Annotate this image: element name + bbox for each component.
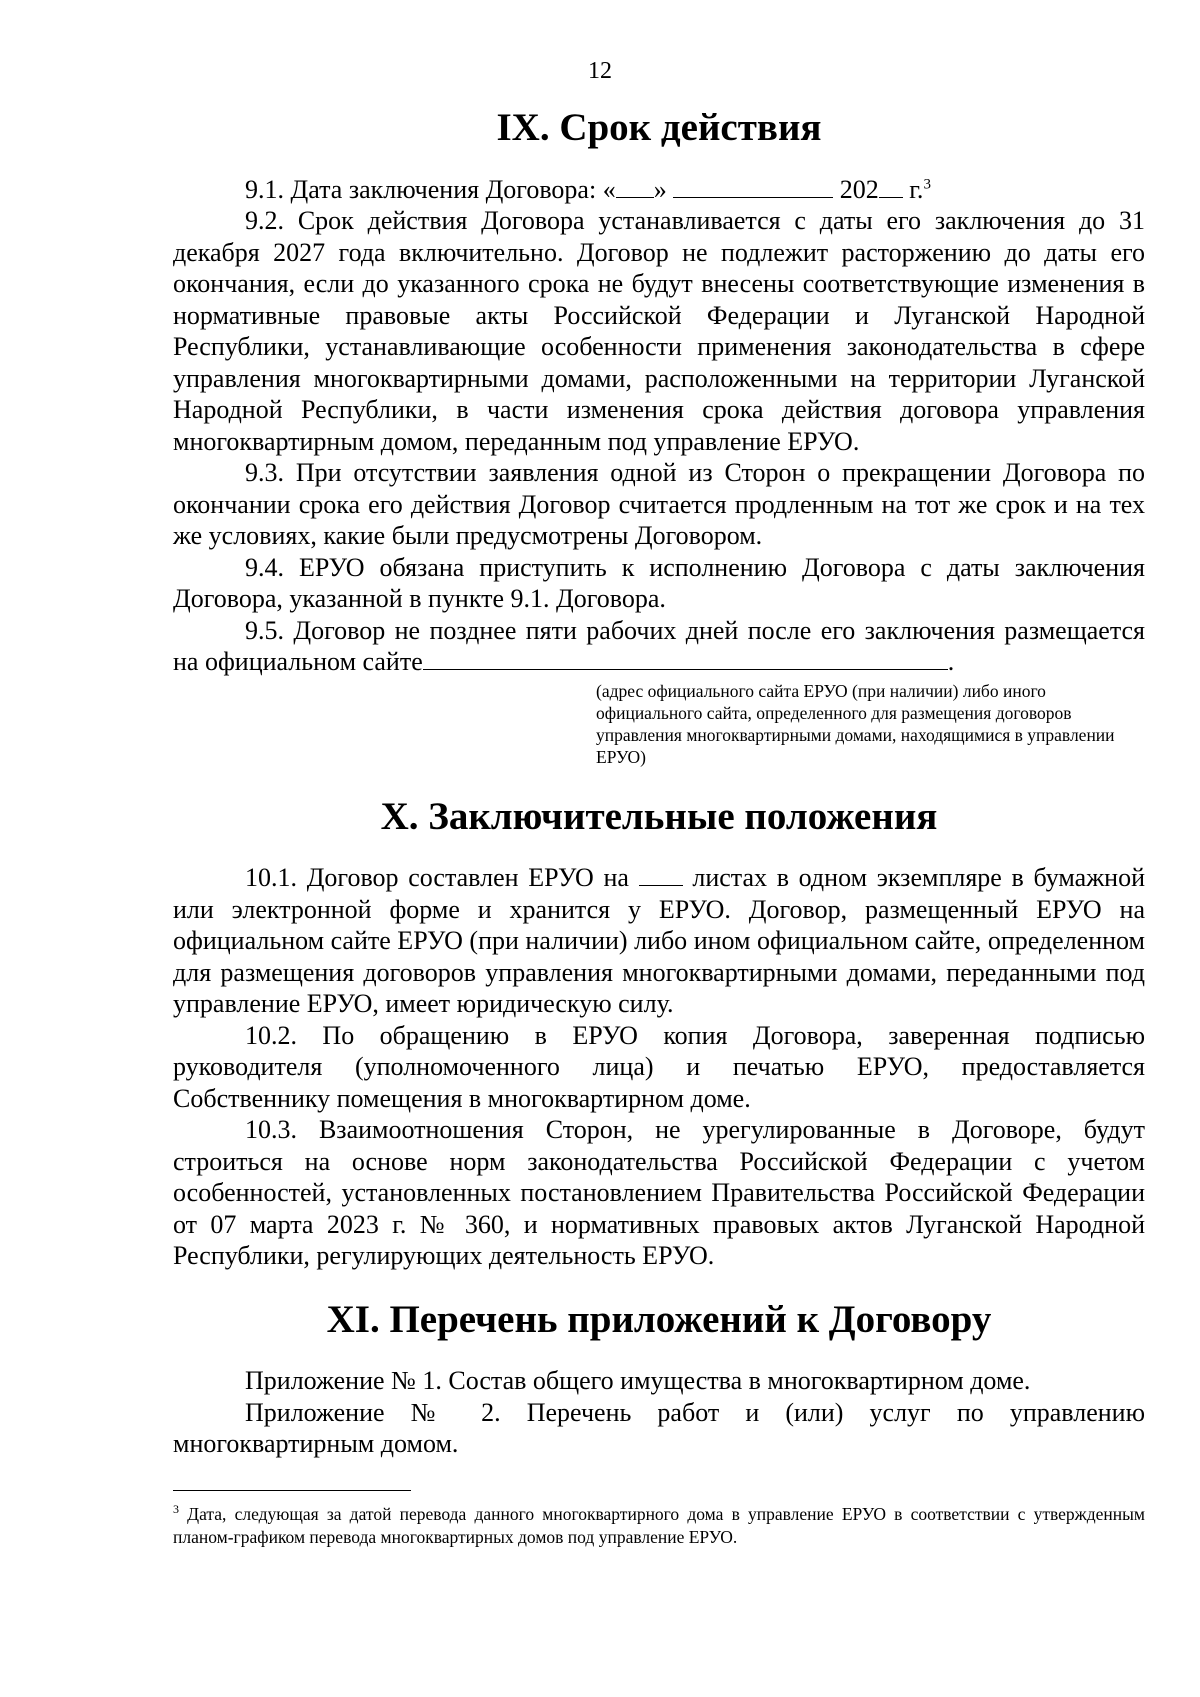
footnote-divider xyxy=(173,1490,411,1491)
paragraph-9-3: 9.3. При отсутствии заявления одной из Сторон о прекращении Договора по окончании срока его действия Договор считается продленным на тот же срок и на тех же условиях, какие были предусмотрены Договором. xyxy=(173,458,1145,550)
page-number: 12 xyxy=(588,58,612,84)
section-11-title: XI. Перечень приложений к Договору xyxy=(326,1297,992,1341)
paragraph-10-2: 10.2. По обращению в ЕРУО копия Договора, заверенная подписью руководителя (уполномоченного лица) и печатью ЕРУО, предоставляется Собственнику помещения в многоквартирном доме. xyxy=(173,1020,1145,1113)
paragraph-9-2: 9.2. Срок действия Договора устанавливается с даты его заключения до 31 декабря 2027 года включительно. Договор не подлежит расторжению до даты его окончания, если до указанного срока не будут внесены соответствующие изменения в нормативные правовые акты Российской Федерации и Луганской Народной Республики, устанавливающие особенности применения законодательства в сфере управления многоквартирными домами, расположенными на территории Луганской Народной Республики, в части изменения срока действия договора управления многоквартирным домом, переданным под управление ЕРУО. xyxy=(173,206,1145,456)
footnote-ref: 3 xyxy=(923,175,931,192)
sheets-blank xyxy=(639,863,683,886)
website-blank xyxy=(423,647,948,670)
year-blank xyxy=(879,175,903,198)
day-blank xyxy=(616,175,654,198)
paragraph-9-1: 9.1. Дата заключения Договора: « » 202 г.$^3$ xyxy=(245,174,931,204)
paragraph-10-3: 10.3. Взаимоотношения Сторон, не урегулированные в Договоре, будут строиться на основе норм законодательства Российской Федерации с учетом особенностей, установленных постановлением Правительства Российской Федерации от 07 марта 2023 г. № 360, и нормативных правовых актов Луганской Народной Республики, регулирующих деятельность ЕРУО. xyxy=(173,1115,1145,1270)
section-9-title: IX. Срок действия xyxy=(496,106,822,149)
section-10-title: X. Заключительные положения xyxy=(380,794,938,838)
appendix-2: Приложение № 2. Перечень работ и (или) услуг по управлению многоквартирным домом. xyxy=(173,1397,1145,1458)
paragraph-9-4: 9.4. ЕРУО обязана приступить к исполнению Договора с даты заключения Договора, указанной в пункте 9.1. Договора. xyxy=(173,552,1145,613)
appendix-1: Приложение № 1. Состав общего имущества в многоквартирном доме. xyxy=(245,1366,1031,1395)
month-blank xyxy=(673,175,833,198)
paragraph-10-1: 10.1. Договор составлен ЕРУО на листах в одном экземпляре в бумажной или электронной форме и хранится у ЕРУО. Договор, размещенный ЕРУО на официальном сайте ЕРУО (при наличии) либо ином официальном сайте, определенном для размещения договоров управления многоквартирными домами, переданными под управление ЕРУО, имеет юридическую силу. xyxy=(173,863,1145,1018)
paragraph-9-5: 9.5. Договор не позднее пяти рабочих дней после его заключения размещается на официальном сайте . xyxy=(173,615,1145,676)
document-body xyxy=(173,106,1145,1549)
website-caption: (адрес официального сайта ЕРУО (при наличии) либо иного официального сайта, определенного для размещения договоров управления многоквартирными домами, находящимися в управлении ЕРУО) xyxy=(596,680,1115,767)
footnote: $^3$ Дата, следующая за датой перевода данного многоквартирного дома в управление ЕРУО в соответствии с утвержденным планом-графиком перевода многоквартирных домов под управление ЕРУО. xyxy=(173,1501,1145,1547)
